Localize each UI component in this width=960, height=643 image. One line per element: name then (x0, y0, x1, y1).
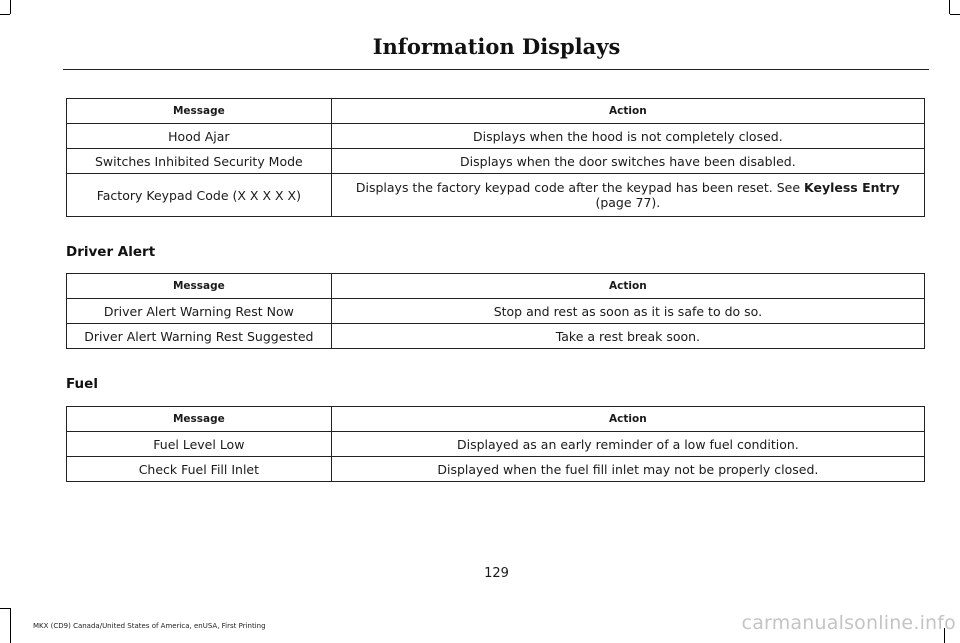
page-reference: (page 77). (595, 195, 661, 210)
action-cell (331, 174, 924, 217)
table-row (67, 174, 925, 217)
column-header-action: Action (331, 99, 924, 124)
action-cell: Displayed as an early reminder of a low fuel condition. (331, 432, 924, 457)
message-cell: Hood Ajar (67, 124, 332, 149)
crop-mark (10, 608, 11, 643)
table-header-row (67, 99, 925, 124)
action-cell: Displays when the hood is not completely closed. (331, 124, 924, 149)
table-row (67, 432, 925, 457)
table-row (67, 299, 925, 324)
action-text: Displays the factory keypad code after the keypad has been reset. See (355, 180, 805, 195)
action-cell: Displayed when the fuel fill inlet may not be properly closed. (331, 457, 924, 482)
table-row (67, 324, 925, 349)
message-cell: Driver Alert Warning Rest Suggested (67, 324, 332, 349)
messages-table-fuel (66, 406, 925, 482)
title-rule (63, 69, 929, 70)
publication-footer: MKX (CD9) Canada/United States of America, enUSA, First Printing (33, 622, 266, 630)
table-row (67, 149, 925, 174)
page-number: 129 (484, 566, 509, 581)
message-cell: Fuel Level Low (67, 432, 332, 457)
column-header-action: Action (331, 407, 924, 432)
message-cell: Check Fuel Fill Inlet (67, 457, 332, 482)
section-heading-fuel: Fuel (66, 376, 98, 392)
action-cell: Stop and rest as soon as it is safe to do so. (331, 299, 924, 324)
table-row (67, 457, 925, 482)
keyless-entry-link[interactable]: Keyless Entry (804, 180, 900, 195)
message-cell: Driver Alert Warning Rest Now (67, 299, 332, 324)
messages-table-general (66, 98, 925, 217)
crop-mark (0, 14, 10, 15)
message-cell: Switches Inhibited Security Mode (67, 149, 332, 174)
table-header-row (67, 274, 925, 299)
column-header-message: Message (67, 407, 332, 432)
watermark: carmanualsonline.info (741, 612, 956, 634)
crop-mark (10, 0, 11, 14)
column-header-message: Message (67, 99, 332, 124)
message-cell: Factory Keypad Code (X X X X X) (67, 174, 332, 217)
page-title: Information Displays (372, 34, 621, 59)
crop-mark (949, 0, 950, 14)
crop-mark (0, 608, 10, 609)
column-header-action: Action (331, 274, 924, 299)
action-cell: Take a rest break soon. (331, 324, 924, 349)
messages-table-driver-alert (66, 273, 925, 349)
crop-mark (950, 14, 960, 15)
table-row (67, 124, 925, 149)
action-cell: Displays when the door switches have been disabled. (331, 149, 924, 174)
section-heading-driver-alert: Driver Alert (66, 244, 156, 260)
column-header-message: Message (67, 274, 332, 299)
table-header-row (67, 407, 925, 432)
